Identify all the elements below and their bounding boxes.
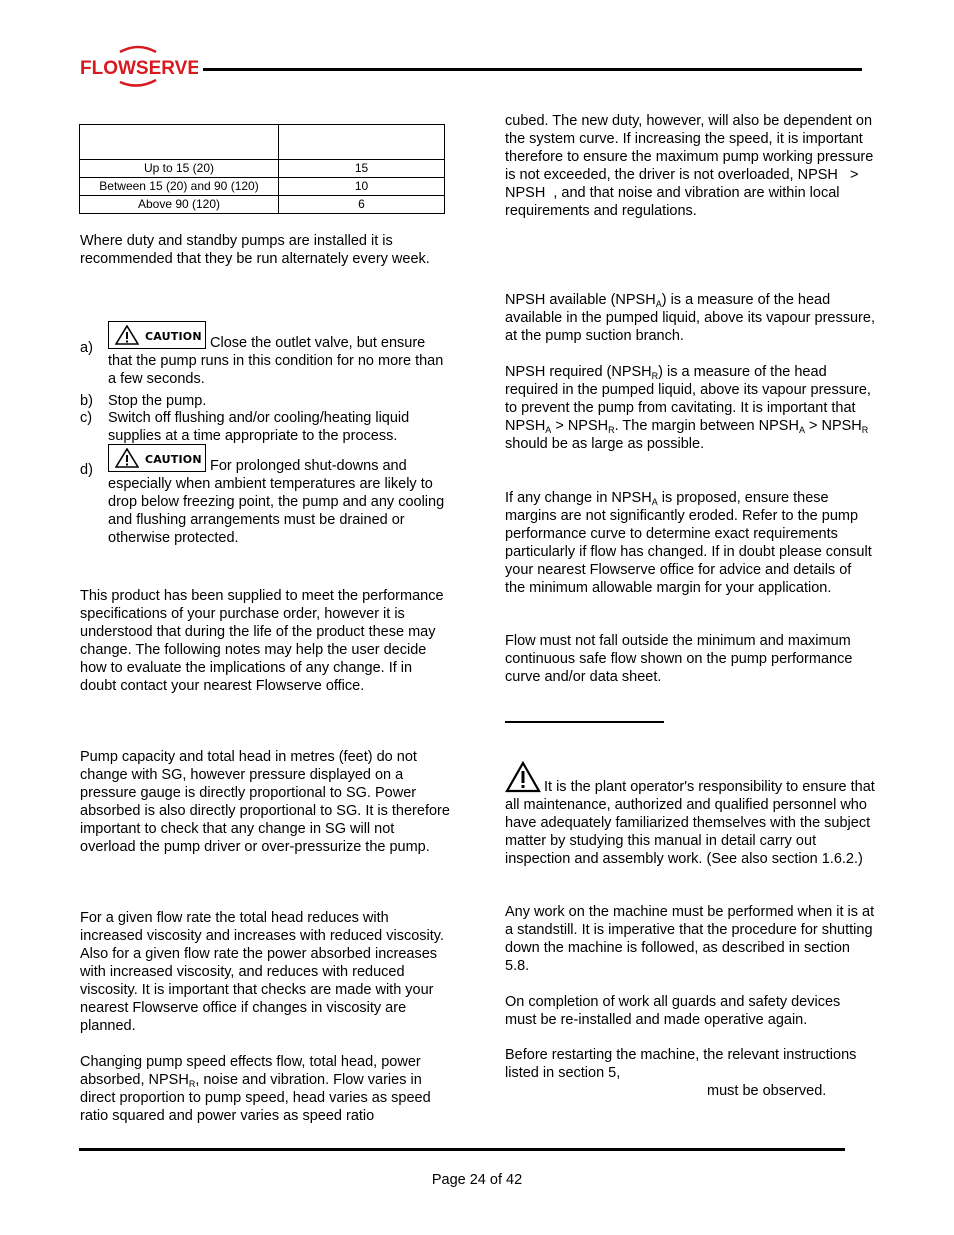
viscosity-paragraph: For a given flow rate the total head reduces with increased viscosity and increases with reduced viscosity. Also for a given flow rate the power absorbed increases with increased viscosity, and reduces with reduced viscosity. It is important that checks are made with your nearest Flowserve office if changes in viscosity are planned. [80, 910, 445, 1034]
duty-standby-paragraph: Where duty and standby pumps are installed it is recommended that they be run alternately every week. [80, 233, 430, 267]
step-label: b) [80, 393, 93, 409]
step-text: Switch off flushing and/or cooling/heating liquid supplies at a time appropriate to the process. [108, 410, 410, 444]
step-label: c) [80, 410, 93, 426]
table-cell: 6 [279, 196, 445, 214]
npshr-text-5: > NPSH [808, 418, 862, 434]
table-header-cell [279, 125, 445, 160]
npsha-paragraph [505, 291, 875, 345]
warning-triangle-icon [115, 448, 139, 468]
restart-paragraph-end: must be observed. [707, 1083, 827, 1099]
step-text: Stop the pump. [108, 393, 207, 409]
performance-paragraph: This product has been supplied to meet the performance specifications of your purchase order, however it is understood that during the life of the product these may change. The following notes may help the user decide how to evaluate the implications of any change. If in doubt contact your nearest Flowserve office. [80, 588, 444, 694]
npshr-text-4: . The margin between NPSH [614, 418, 799, 434]
step-label: a) [80, 340, 93, 356]
subscript: R [188, 1079, 196, 1089]
npshr-text-6: should be as large as possible. [505, 436, 705, 452]
flowserve-logo [80, 44, 198, 88]
table-row [80, 196, 445, 214]
caution-badge [108, 444, 206, 472]
subscript: A [651, 497, 658, 507]
speed-text-2: , noise and vibration. Flow varies in direct proportion to pump speed, head varies as speed ratio squared and power varies as speed ratio [80, 1072, 431, 1124]
table-row [80, 160, 445, 178]
step-d [80, 444, 450, 554]
subscript: A [798, 425, 805, 435]
warning-triangle-icon [115, 325, 139, 345]
header-rule [203, 68, 862, 71]
npshr-paragraph [505, 363, 875, 453]
subscript: R [651, 371, 659, 381]
npsha-text-2: ) is a measure of the head available in the pumped liquid, above its vapour pressure, at the pump suction branch. [505, 292, 875, 344]
table-cell: 15 [279, 160, 445, 178]
step-b [80, 392, 450, 410]
standstill-paragraph: Any work on the machine must be performed when it is at a standstill. It is imperative that the procedure for shutting down the machine is followed, as described in section 5.8. [505, 904, 875, 974]
restart-paragraph: Before restarting the machine, the relevant instructions listed in section 5, [505, 1047, 857, 1081]
subscript: A [655, 299, 662, 309]
flow-paragraph: Flow must not fall outside the minimum and maximum continuous safe flow shown on the pump performance curve and/or data sheet. [505, 633, 853, 685]
speed-continued-paragraph [505, 112, 875, 220]
speed-cont-text-1: cubed. The new duty, however, will also be dependent on the system curve. If increasing the speed, it is important therefore to ensure the maximum pump working pressure is not exceeded, the driver is not overloaded, NPSH [505, 113, 874, 183]
footer-rule [79, 1148, 845, 1151]
table-header-cell [80, 125, 279, 160]
npsha-text-1: NPSH available (NPSH [505, 292, 656, 308]
guards-paragraph: On completion of work all guards and safety devices must be re-installed and made operative again. [505, 994, 841, 1028]
speed-cont-text-2: > NPSH [505, 167, 859, 201]
subscript: R [608, 425, 615, 435]
step-a [80, 321, 450, 391]
caution-label: CAUTION [145, 330, 202, 343]
change-text-2: is proposed, ensure these margins are not significantly eroded. Refer to the pump performance curve to determine exact requirements particularly if flow has changed. If in doubt please consult your nearest Flowserve office for advice and details of the minimum allowable margin for your application. [505, 490, 872, 596]
maintenance-responsibility-paragraph: It is the plant operator's responsibility to ensure that all maintenance, authorized and qualified personnel who have adequately familiarized themselves with the subject matter by studying this manual in detail carry out inspection and assembly work. (See also section 1.6.2.) [505, 779, 875, 867]
speed-paragraph [80, 1053, 450, 1125]
npsh-change-paragraph [505, 489, 875, 597]
step-label: d) [80, 462, 93, 478]
table-cell: Above 90 (120) [80, 196, 279, 214]
step-c [80, 409, 450, 445]
speed-text-1: Changing pump speed effects flow, total head, power absorbed, NPSH [80, 1054, 421, 1088]
caution-badge [108, 321, 206, 349]
npshr-text-1: NPSH required (NPSH [505, 364, 652, 380]
sg-paragraph: Pump capacity and total head in metres (feet) do not change with SG, however pressure displayed on a pressure gauge is directly proportional to SG. Power absorbed is also directly proportional to SG. It is therefore important to check that any change in SG will not overload the pump driver or over-pressurize the pump. [80, 749, 450, 855]
npshr-text-2: ) is a measure of the head required in the pumped liquid, above its vapour pressure, to prevent the pump from cavitating. It is important that NPSH [505, 364, 871, 434]
logo-wordmark: FLOWSERVE [80, 58, 198, 79]
npshr-text-3: > NPSH [555, 418, 609, 434]
run-frequency-table [79, 124, 445, 214]
step-text: Close the outlet valve, but ensure that the pump runs in this condition for no more than a few seconds. [108, 335, 444, 387]
speed-cont-text-3: , and that noise and vibration are within local requirements and regulations. [505, 185, 840, 219]
change-text-1: If any change in NPSH [505, 490, 652, 506]
table-header-row [80, 125, 445, 160]
subscript: R [861, 425, 869, 435]
table-cell: 10 [279, 178, 445, 196]
caution-label: CAUTION [145, 453, 202, 466]
step-text: For prolonged shut-downs and especially when ambient temperatures are likely to drop below freezing point, the pump and any cooling and flushing arrangements must be drained or otherwise protected. [108, 458, 445, 546]
table-cell: Up to 15 (20) [80, 160, 279, 178]
table-cell: Between 15 (20) and 90 (120) [80, 178, 279, 196]
page-number: Page 24 of 42 [431, 1172, 523, 1188]
subscript: A [545, 425, 552, 435]
section-rule [505, 721, 664, 723]
table-row [80, 178, 445, 196]
